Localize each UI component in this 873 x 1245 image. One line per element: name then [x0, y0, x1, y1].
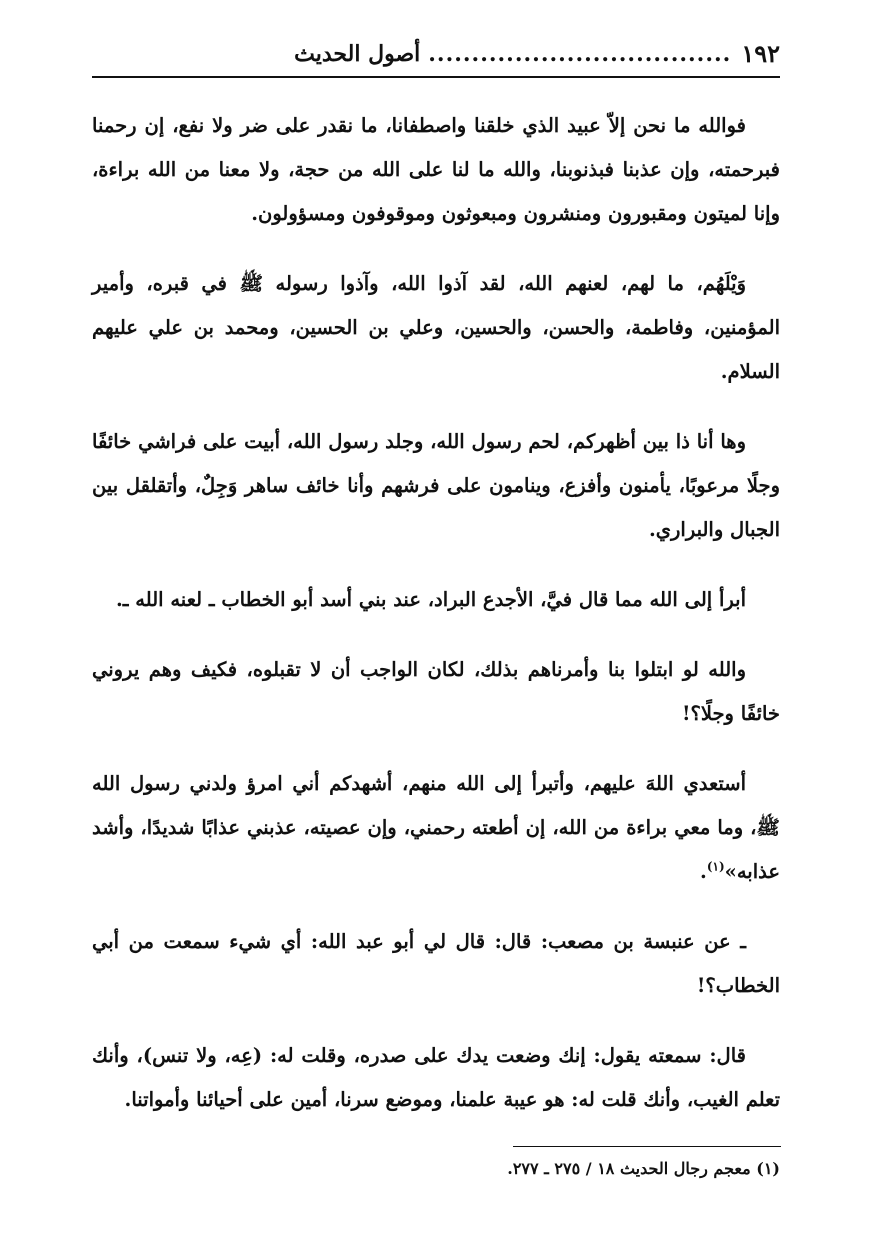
footnote-separator [513, 1146, 781, 1147]
paragraph: وها أنا ذا بين أظهركم، لحم رسول الله، وجلد رسول الله، أبيت على فراشي خائفًا وجلًا مرعوبًا، يأمنون وأفزع، وينامون على فرشهم وأنا خائف ساهر وَجِلٌ، وأتقلقل بين الجبال والبراري. [92, 430, 780, 541]
paragraph-with-footnote [92, 762, 780, 894]
header-leader-dots: ................................... [428, 41, 732, 67]
header-rule [92, 76, 780, 78]
page-header [92, 34, 780, 74]
page-number: ١٩٢ [741, 39, 780, 68]
paragraph-tail: . [700, 860, 707, 883]
running-title: أصول الحديث [294, 41, 421, 67]
paragraph: ـ عن عنبسة بن مصعب: قال: قال لي أبو عبد الله: أي شيء سمعت من أبي الخطاب؟! [92, 930, 780, 997]
footnote: (١) معجم رجال الحديث ١٨ / ٢٧٥ ـ ٢٧٧. [507, 1159, 780, 1178]
paragraph: فوالله ما نحن إلاّ عبيد الذي خلقنا واصطفانا، ما نقدر على ضر ولا نفع، إن رحمنا فبرحمته، وإن عذبنا فبذنوبنا، والله ما لنا على الله من حجة، ولا معنا من الله براءة، وإنا لميتون ومقبورون ومنشرون ومبعوثون وموقوفون ومسؤولون. [92, 114, 780, 225]
main-text [92, 104, 780, 1148]
paragraph: قال: سمعته يقول: إنك وضعت يدك على صدره، وقلت له: (عِه، ولا تنس)، وأنك تعلم الغيب، وأنك قلت له: هو عيبة علمنا، وموضع سرنا، أمين على أحيائنا وأمواتنا. [92, 1044, 780, 1111]
paragraph: وَيْلَهُم، ما لهم، لعنهم الله، لقد آذوا الله، وآذوا رسوله ﷺ في قبره، وأمير المؤمنين، وفاطمة، والحسن، والحسين، وعلي بن الحسين، ومحمد بن علي عليهم السلام. [92, 272, 780, 383]
paragraph: أبرأ إلى الله مما قال فيَّ، الأجدع البراد، عند بني أسد أبو الخطاب ـ لعنه الله ـ. [116, 588, 746, 611]
footnote-reference[interactable]: (١) [706, 859, 725, 874]
paragraph: والله لو ابتلوا بنا وأمرناهم بذلك، لكان الواجب أن لا تقبلوه، فكيف وهم يروني خائفًا وجلًا؟! [92, 658, 780, 725]
paragraph-text: أستعدي اللهَ عليهم، وأتبرأ إلى الله منهم، أشهدكم أني امرؤ ولدني رسول الله ﷺ، وما معي براءة من الله، إن أطعته رحمني، وإن عصيته، عذبني عذابًا شديدًا، وأشد عذابه» [92, 772, 780, 883]
